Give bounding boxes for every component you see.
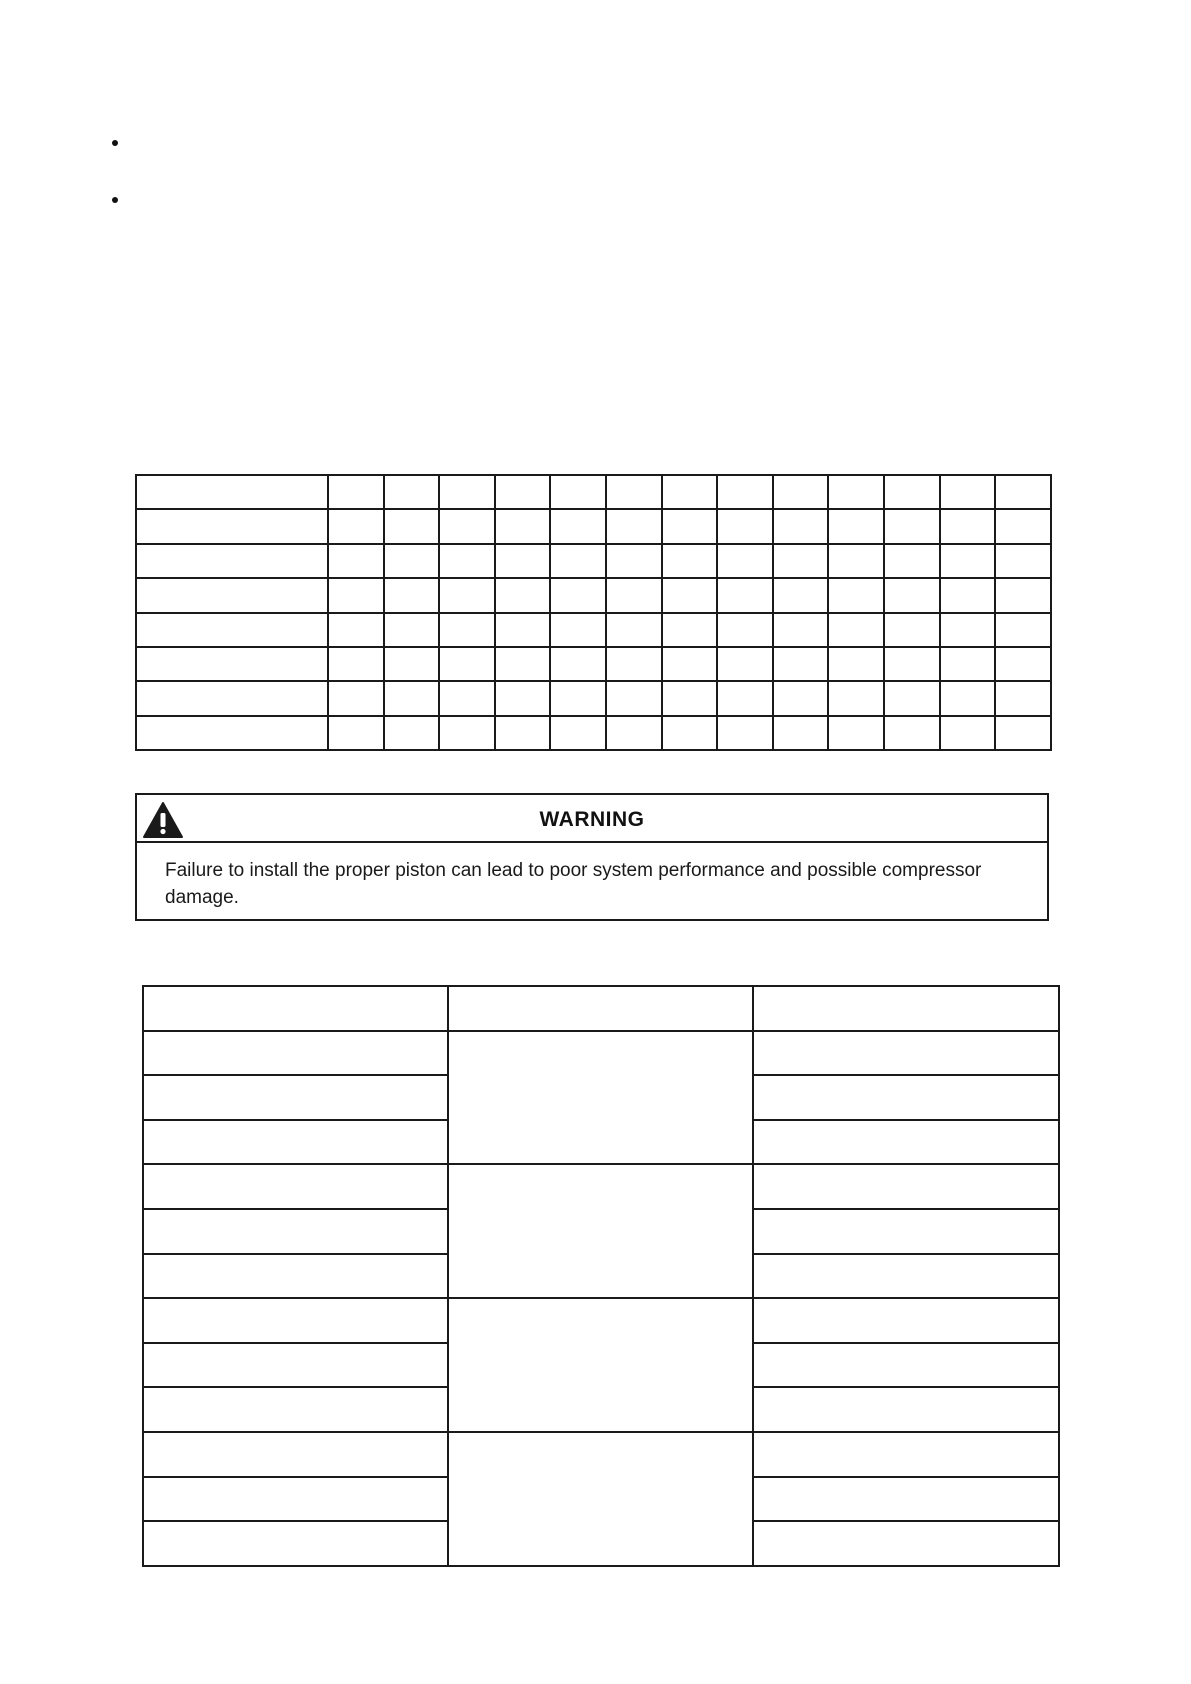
piston-model-cell <box>143 1298 448 1343</box>
grid-value-cell <box>940 509 996 543</box>
piston-header-row <box>143 986 1059 1031</box>
grid-row <box>136 613 1051 647</box>
grid-value-cell <box>995 509 1051 543</box>
grid-label-cell <box>136 613 328 647</box>
grid-label-cell <box>136 578 328 612</box>
grid-value-cell <box>662 544 718 578</box>
piston-row <box>143 1432 1059 1477</box>
grid-value-cell <box>940 716 996 750</box>
grid-value-cell <box>495 716 551 750</box>
grid-row <box>136 647 1051 681</box>
grid-label-cell <box>136 475 328 509</box>
piston-group-cell <box>448 1164 753 1298</box>
piston-group-cell <box>448 1031 753 1165</box>
grid-value-cell <box>828 647 884 681</box>
piston-size-cell <box>753 1075 1059 1120</box>
grid-value-cell <box>884 613 940 647</box>
grid-value-cell <box>550 716 606 750</box>
grid-value-cell <box>439 716 495 750</box>
grid-value-cell <box>940 544 996 578</box>
grid-value-cell <box>662 613 718 647</box>
grid-row <box>136 544 1051 578</box>
grid-value-cell <box>884 509 940 543</box>
grid-value-cell <box>606 509 662 543</box>
grid-value-cell <box>550 647 606 681</box>
grid-label-cell <box>136 647 328 681</box>
grid-value-cell <box>884 647 940 681</box>
grid-value-cell <box>884 681 940 715</box>
grid-value-cell <box>328 647 384 681</box>
piston-model-cell <box>143 1031 448 1076</box>
piston-size-cell <box>753 1254 1059 1299</box>
grid-value-cell <box>495 647 551 681</box>
grid-value-cell <box>995 716 1051 750</box>
grid-value-cell <box>606 475 662 509</box>
grid-value-cell <box>940 613 996 647</box>
grid-value-cell <box>995 681 1051 715</box>
grid-row <box>136 681 1051 715</box>
grid-value-cell <box>384 578 440 612</box>
grid-label-cell <box>136 681 328 715</box>
piston-size-cell <box>753 1031 1059 1076</box>
grid-value-cell <box>439 544 495 578</box>
piston-size-cell <box>753 1209 1059 1254</box>
grid-value-cell <box>717 544 773 578</box>
grid-value-cell <box>773 681 829 715</box>
grid-value-cell <box>884 475 940 509</box>
grid-value-cell <box>717 647 773 681</box>
grid-value-cell <box>773 613 829 647</box>
grid-value-cell <box>995 647 1051 681</box>
grid-value-cell <box>662 647 718 681</box>
grid-value-cell <box>439 647 495 681</box>
grid-value-cell <box>495 544 551 578</box>
bullet-point-1 <box>112 140 118 146</box>
grid-value-cell <box>439 681 495 715</box>
piston-model-cell <box>143 1521 448 1566</box>
grid-value-cell <box>717 681 773 715</box>
warning-box <box>135 793 1049 921</box>
grid-value-cell <box>884 716 940 750</box>
grid-value-cell <box>328 544 384 578</box>
grid-value-cell <box>828 681 884 715</box>
grid-value-cell <box>606 578 662 612</box>
grid-value-cell <box>940 475 996 509</box>
piston-model-cell <box>143 1075 448 1120</box>
piston-model-cell <box>143 1120 448 1165</box>
grid-label-cell <box>136 509 328 543</box>
grid-row <box>136 509 1051 543</box>
grid-value-cell <box>495 475 551 509</box>
grid-value-cell <box>550 578 606 612</box>
grid-value-cell <box>550 475 606 509</box>
grid-value-cell <box>384 613 440 647</box>
piston-size-cell <box>753 1343 1059 1388</box>
grid-value-cell <box>717 475 773 509</box>
grid-value-cell <box>495 578 551 612</box>
piston-model-cell <box>143 1209 448 1254</box>
piston-size-cell <box>753 1298 1059 1343</box>
piston-size-cell <box>753 1120 1059 1165</box>
grid-value-cell <box>995 475 1051 509</box>
grid-value-cell <box>717 578 773 612</box>
piston-model-cell <box>143 1343 448 1388</box>
piston-row <box>143 1164 1059 1209</box>
piston-model-cell <box>143 1164 448 1209</box>
grid-value-cell <box>328 716 384 750</box>
piston-size-cell <box>753 1164 1059 1209</box>
grid-value-cell <box>884 544 940 578</box>
grid-value-cell <box>495 613 551 647</box>
grid-value-cell <box>773 544 829 578</box>
piston-model-cell <box>143 1477 448 1522</box>
grid-value-cell <box>606 613 662 647</box>
piston-size-cell <box>753 1387 1059 1432</box>
grid-value-cell <box>606 716 662 750</box>
piston-header-cell <box>143 986 448 1031</box>
grid-value-cell <box>384 475 440 509</box>
grid-value-cell <box>439 475 495 509</box>
grid-value-cell <box>384 544 440 578</box>
warning-title: WARNING <box>539 808 645 831</box>
grid-value-cell <box>773 716 829 750</box>
grid-value-cell <box>495 681 551 715</box>
grid-value-cell <box>606 544 662 578</box>
grid-value-cell <box>384 509 440 543</box>
grid-value-cell <box>328 613 384 647</box>
grid-value-cell <box>328 578 384 612</box>
grid-value-cell <box>828 578 884 612</box>
piston-model-cell <box>143 1387 448 1432</box>
grid-value-cell <box>662 716 718 750</box>
grid-row <box>136 578 1051 612</box>
grid-value-cell <box>662 509 718 543</box>
grid-value-cell <box>662 681 718 715</box>
grid-value-cell <box>828 544 884 578</box>
grid-value-cell <box>384 681 440 715</box>
piston-header-cell <box>753 986 1059 1031</box>
piston-size-cell <box>753 1477 1059 1522</box>
grid-value-cell <box>995 578 1051 612</box>
piston-header-cell <box>448 986 753 1031</box>
grid-value-cell <box>717 509 773 543</box>
grid-value-cell <box>717 716 773 750</box>
piston-group-cell <box>448 1298 753 1432</box>
grid-value-cell <box>884 578 940 612</box>
grid-value-cell <box>439 509 495 543</box>
grid-value-cell <box>662 578 718 612</box>
grid-value-cell <box>773 509 829 543</box>
piston-size-cell <box>753 1521 1059 1566</box>
grid-value-cell <box>828 475 884 509</box>
grid-value-cell <box>606 647 662 681</box>
grid-value-cell <box>773 647 829 681</box>
grid-row <box>136 716 1051 750</box>
grid-label-cell <box>136 716 328 750</box>
grid-value-cell <box>940 681 996 715</box>
grid-value-cell <box>328 509 384 543</box>
grid-value-cell <box>328 681 384 715</box>
grid-value-cell <box>439 613 495 647</box>
piston-row <box>143 1031 1059 1076</box>
piston-selection-table <box>142 985 1060 1567</box>
grid-value-cell <box>773 475 829 509</box>
warning-message: Failure to install the proper piston can lead to poor system performance and possible compressor damage. <box>165 860 982 908</box>
grid-value-cell <box>550 681 606 715</box>
piston-size-grid-table <box>135 474 1052 751</box>
grid-value-cell <box>439 578 495 612</box>
grid-row <box>136 475 1051 509</box>
grid-value-cell <box>606 681 662 715</box>
grid-value-cell <box>495 509 551 543</box>
grid-value-cell <box>828 509 884 543</box>
grid-value-cell <box>717 613 773 647</box>
grid-value-cell <box>995 544 1051 578</box>
piston-model-cell <box>143 1254 448 1299</box>
grid-value-cell <box>328 475 384 509</box>
grid-value-cell <box>550 613 606 647</box>
piston-model-cell <box>143 1432 448 1477</box>
grid-value-cell <box>828 613 884 647</box>
grid-value-cell <box>550 544 606 578</box>
piston-group-cell <box>448 1432 753 1566</box>
grid-value-cell <box>550 509 606 543</box>
warning-header <box>137 795 1047 843</box>
piston-size-cell <box>753 1432 1059 1477</box>
grid-value-cell <box>384 647 440 681</box>
grid-value-cell <box>995 613 1051 647</box>
bullet-point-2 <box>112 197 118 203</box>
grid-value-cell <box>940 578 996 612</box>
grid-value-cell <box>773 578 829 612</box>
grid-value-cell <box>940 647 996 681</box>
grid-value-cell <box>828 716 884 750</box>
grid-value-cell <box>384 716 440 750</box>
grid-value-cell <box>662 475 718 509</box>
grid-label-cell <box>136 544 328 578</box>
piston-row <box>143 1298 1059 1343</box>
